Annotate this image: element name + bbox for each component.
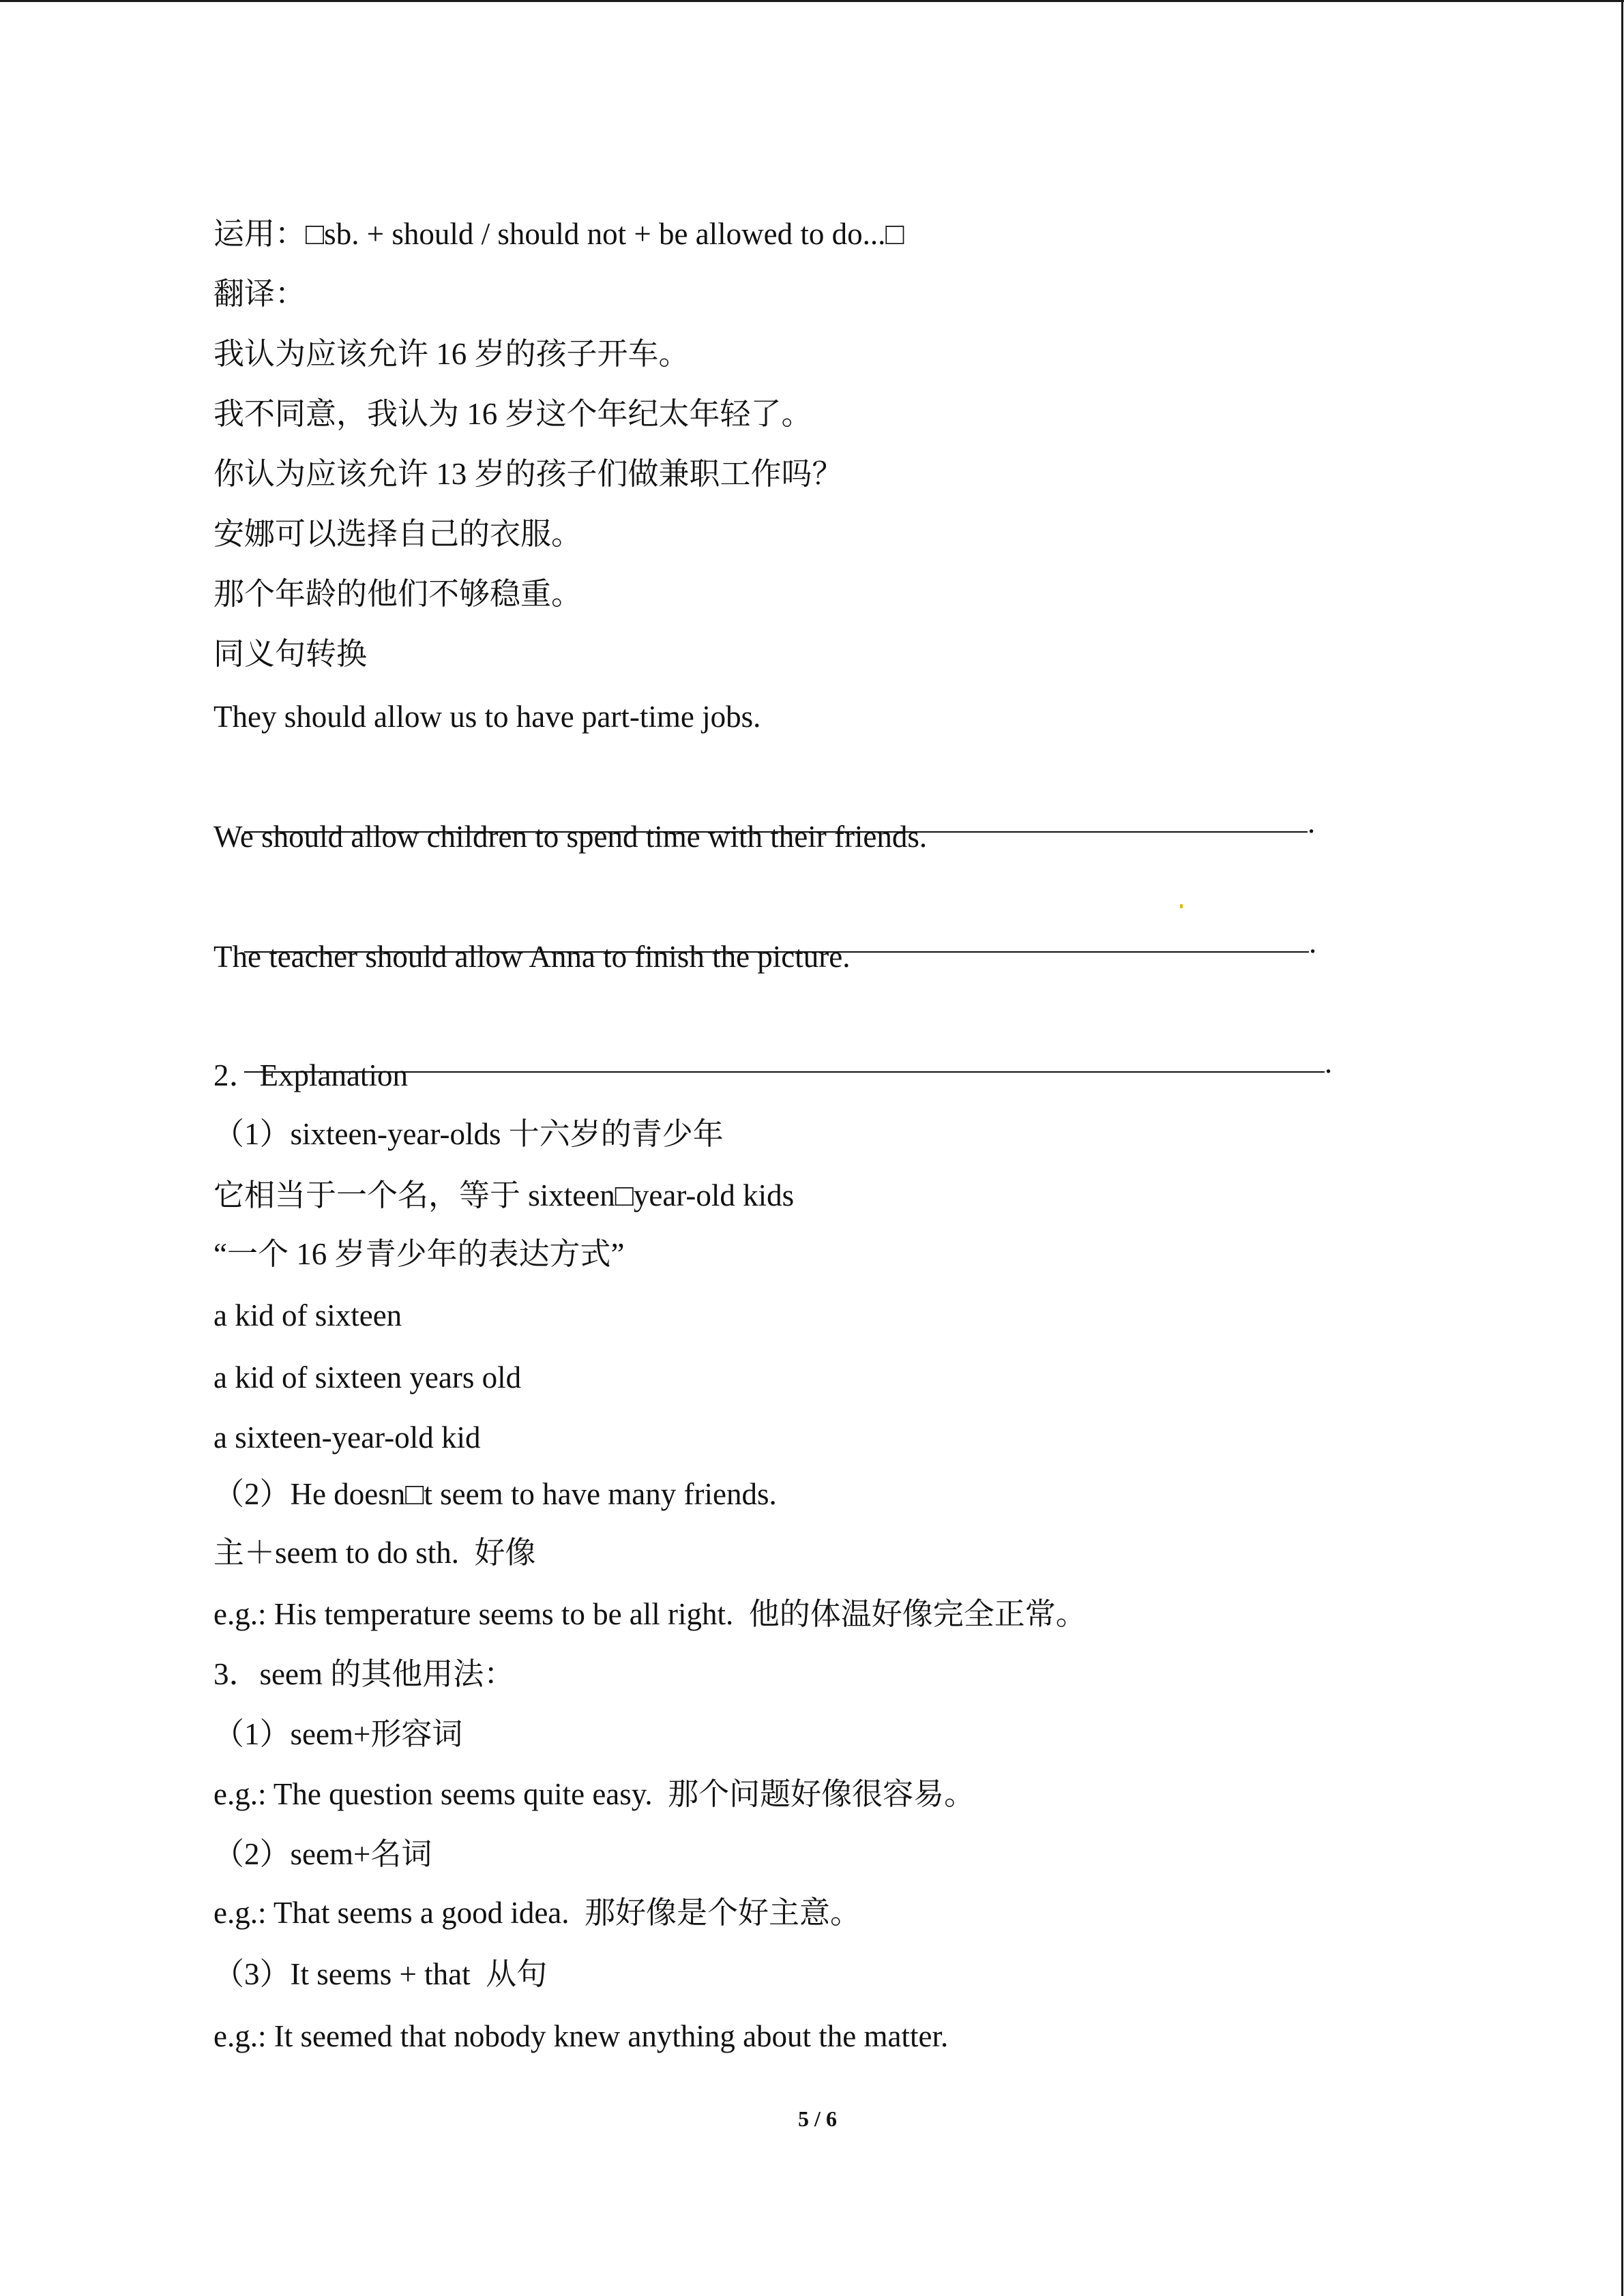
usage-title: （3）It seems + that 从句 — [213, 1957, 548, 1991]
translate-item: 那个年龄的他们不够稳重。 — [213, 577, 582, 611]
expression-item: a kid of sixteen years old — [213, 1360, 522, 1395]
expressions-title: “一个 16 岁青少年的表达方式” — [213, 1237, 625, 1271]
usage-title: （2）seem+名词 — [213, 1837, 432, 1871]
explanation-note: 它相当于一个名，等于 sixteen□year-old kids — [213, 1178, 795, 1212]
yellow-mark — [1180, 904, 1183, 908]
translate-heading: 翻译： — [213, 277, 306, 311]
rewrite-heading: 同义句转换 — [213, 637, 368, 671]
example-sentence: e.g.: It seemed that nobody knew anything about the matter. — [213, 2019, 949, 2053]
page-number: 5 / 6 — [798, 2106, 837, 2131]
example-sentence: e.g.: His temperature seems to be all right. 他的体温好像完全正常。 — [213, 1597, 1087, 1631]
page-border-top — [0, 0, 1624, 2]
usage-line: 运用：□sb. + should / should not + be allowed to do...□ — [213, 217, 904, 251]
seem-usages-heading: 3．seem 的其他用法： — [213, 1657, 515, 1691]
answer-blank-end: . — [1309, 925, 1317, 959]
explanation-point-title: （2）He doesn□t seem to have many friends. — [213, 1477, 777, 1511]
usage-title: （1）seem+形容词 — [213, 1717, 463, 1751]
example-sentence: e.g.: The question seems quite easy. 那个问题好像很容易。 — [213, 1777, 975, 1811]
expression-item: a kid of sixteen — [213, 1298, 402, 1332]
translate-item: 我认为应该允许 16 岁的孩子开车。 — [213, 337, 690, 371]
explanation-point-title: （1）sixteen-year-olds 十六岁的青少年 — [213, 1117, 724, 1151]
translate-item: 你认为应该允许 13 岁的孩子们做兼职工作吗？ — [213, 457, 843, 491]
example-sentence: e.g.: That seems a good idea. 那好像是个好主意。 — [213, 1896, 861, 1930]
rewrite-sentence: We should allow children to spend time with their friends. — [213, 820, 928, 854]
answer-blank-end: . — [1325, 1045, 1333, 1079]
translate-item: 安娜可以选择自己的衣服。 — [213, 517, 582, 551]
rewrite-sentence: They should allow us to have part-time jobs. — [213, 700, 761, 734]
expression-item: a sixteen-year-old kid — [213, 1420, 481, 1455]
translate-item: 我不同意，我认为 16 岁这个年纪太年轻了。 — [213, 397, 812, 431]
answer-blank-end: . — [1308, 805, 1316, 839]
grammar-pattern: 主＋seem to do sth. 好像 — [213, 1536, 536, 1570]
rewrite-sentence: The teacher should allow Anna to finish the picture. — [213, 940, 851, 974]
page-border-right — [1621, 0, 1623, 2296]
explanation-heading: 2．Explanation — [213, 1058, 408, 1092]
